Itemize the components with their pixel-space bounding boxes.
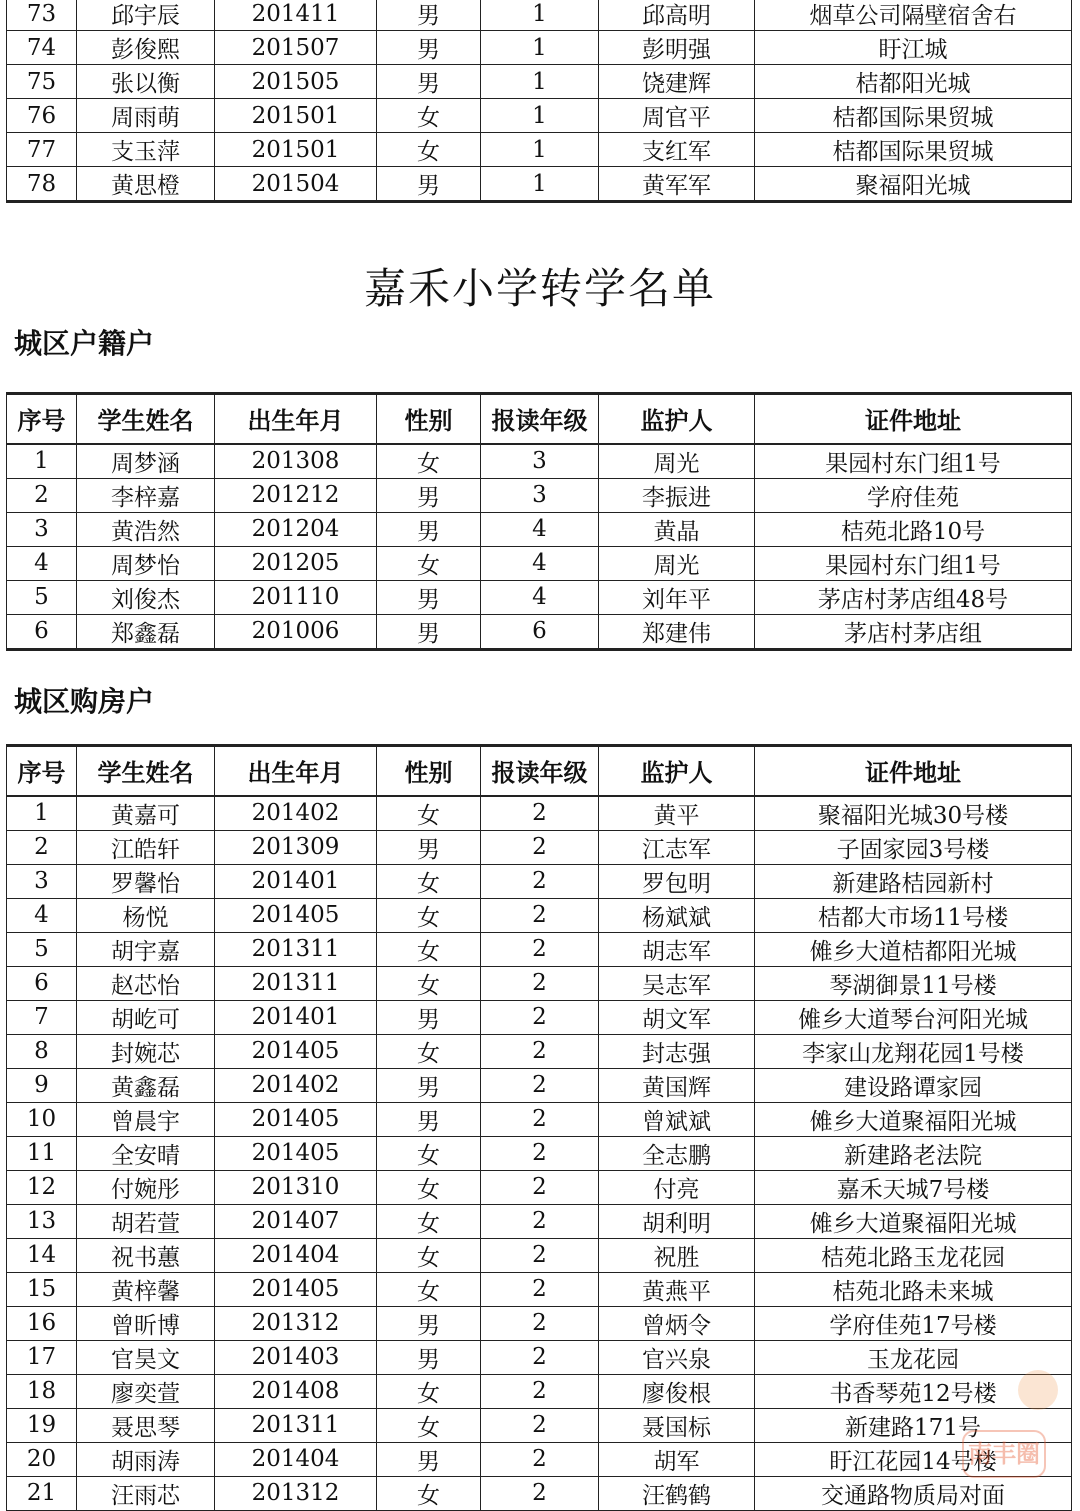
table-row <box>7 99 1072 133</box>
cell-student-name: 封婉芯 <box>77 1034 215 1068</box>
cell-address: 盱江城 <box>755 31 1072 65</box>
cell-guardian: 全志鹏 <box>599 1136 755 1170</box>
cell-guardian: 胡志军 <box>599 932 755 966</box>
cell-student-name: 刘俊杰 <box>77 580 215 614</box>
cell-address: 书香琴苑12号楼 <box>755 1374 1072 1408</box>
cell-address: 聚福阳光城 <box>755 167 1072 202</box>
cell-birth: 201404 <box>215 1442 377 1476</box>
cell-student-name: 黄嘉可 <box>77 796 215 831</box>
table-row <box>7 1000 1072 1034</box>
cell-address: 聚福阳光城30号楼 <box>755 796 1072 831</box>
cell-birth: 201212 <box>215 478 377 512</box>
cell-address: 傩乡大道聚福阳光城 <box>755 1204 1072 1238</box>
cell-guardian: 黄平 <box>599 796 755 831</box>
table-row <box>7 1170 1072 1204</box>
cell-guardian: 黄晶 <box>599 512 755 546</box>
cell-student-name: 廖奕萱 <box>77 1374 215 1408</box>
cell-guardian: 胡利明 <box>599 1204 755 1238</box>
cell-address: 桔苑北路10号 <box>755 512 1072 546</box>
cell-birth: 201312 <box>215 1476 377 1510</box>
cell-address: 傩乡大道桔都阳光城 <box>755 932 1072 966</box>
cell-guardian: 官兴泉 <box>599 1340 755 1374</box>
cell-guardian: 刘年平 <box>599 580 755 614</box>
column-header: 出生年月 <box>215 746 377 796</box>
cell-address: 果园村东门组1号 <box>755 546 1072 580</box>
cell-address: 学府佳苑 <box>755 478 1072 512</box>
cell-student-name: 杨悦 <box>77 898 215 932</box>
cell-address: 琴湖御景11号楼 <box>755 966 1072 1000</box>
cell-birth: 201411 <box>215 0 377 31</box>
cell-gender: 女 <box>377 898 481 932</box>
cell-index: 6 <box>7 614 77 649</box>
cell-address: 玉龙花园 <box>755 1340 1072 1374</box>
cell-grade: 2 <box>481 1204 599 1238</box>
cell-address: 李家山龙翔花园1号楼 <box>755 1034 1072 1068</box>
cell-grade: 2 <box>481 1306 599 1340</box>
table-row <box>7 1340 1072 1374</box>
section-heading-urban-hukou: 城区户籍户 <box>14 327 155 360</box>
column-header: 性别 <box>377 394 481 444</box>
cell-birth: 201312 <box>215 1306 377 1340</box>
cell-guardian: 黄军军 <box>599 167 755 202</box>
column-header: 监护人 <box>599 746 755 796</box>
table-row <box>7 898 1072 932</box>
watermark-logo-icon <box>1018 1370 1058 1410</box>
table-row <box>7 614 1072 649</box>
cell-address: 桔苑北路未来城 <box>755 1272 1072 1306</box>
cell-gender: 女 <box>377 1170 481 1204</box>
cell-grade: 2 <box>481 796 599 831</box>
cell-index: 78 <box>7 167 77 202</box>
cell-birth: 201405 <box>215 1102 377 1136</box>
cell-gender: 女 <box>377 1408 481 1442</box>
table-row <box>7 932 1072 966</box>
cell-birth: 201405 <box>215 898 377 932</box>
cell-guardian: 付亮 <box>599 1170 755 1204</box>
cell-address: 盱江花园14号楼 <box>755 1442 1072 1476</box>
section-heading-home-buyers: 城区购房户 <box>14 685 155 718</box>
cell-student-name: 黄浩然 <box>77 512 215 546</box>
cell-guardian: 吴志军 <box>599 966 755 1000</box>
cell-gender: 女 <box>377 966 481 1000</box>
cell-gender: 男 <box>377 31 481 65</box>
cell-guardian: 周光 <box>599 444 755 479</box>
cell-birth: 201309 <box>215 830 377 864</box>
cell-index: 5 <box>7 932 77 966</box>
cell-grade: 2 <box>481 966 599 1000</box>
column-header: 报读年级 <box>481 394 599 444</box>
cell-grade: 2 <box>481 1170 599 1204</box>
previous-page-table <box>6 0 1072 203</box>
cell-index: 14 <box>7 1238 77 1272</box>
watermark: 南丰圈 <box>962 1430 1046 1478</box>
cell-guardian: 曾炳令 <box>599 1306 755 1340</box>
cell-grade: 3 <box>481 478 599 512</box>
cell-grade: 1 <box>481 167 599 202</box>
cell-guardian: 邱高明 <box>599 0 755 31</box>
table-row <box>7 580 1072 614</box>
cell-birth: 201311 <box>215 932 377 966</box>
cell-birth: 201402 <box>215 796 377 831</box>
cell-index: 77 <box>7 133 77 167</box>
cell-grade: 1 <box>481 133 599 167</box>
cell-guardian: 支红军 <box>599 133 755 167</box>
table-row <box>7 546 1072 580</box>
table-row <box>7 1102 1072 1136</box>
cell-guardian: 黄国辉 <box>599 1068 755 1102</box>
cell-student-name: 罗馨怡 <box>77 864 215 898</box>
cell-gender: 女 <box>377 133 481 167</box>
cell-grade: 2 <box>481 932 599 966</box>
cell-index: 20 <box>7 1442 77 1476</box>
table-row <box>7 444 1072 479</box>
table-row <box>7 1306 1072 1340</box>
cell-student-name: 胡若萱 <box>77 1204 215 1238</box>
cell-index: 7 <box>7 1000 77 1034</box>
table-row <box>7 0 1072 31</box>
cell-birth: 201311 <box>215 966 377 1000</box>
cell-guardian: 黄燕平 <box>599 1272 755 1306</box>
cell-student-name: 周梦怡 <box>77 546 215 580</box>
cell-gender: 女 <box>377 99 481 133</box>
cell-student-name: 胡宇嘉 <box>77 932 215 966</box>
cell-gender: 男 <box>377 478 481 512</box>
cell-address: 学府佳苑17号楼 <box>755 1306 1072 1340</box>
column-header: 序号 <box>7 746 77 796</box>
column-header: 监护人 <box>599 394 755 444</box>
cell-gender: 女 <box>377 444 481 479</box>
cell-index: 6 <box>7 966 77 1000</box>
cell-guardian: 汪鹤鹤 <box>599 1476 755 1510</box>
cell-birth: 201408 <box>215 1374 377 1408</box>
cell-student-name: 郑鑫磊 <box>77 614 215 649</box>
cell-grade: 2 <box>481 864 599 898</box>
column-header: 证件地址 <box>755 394 1072 444</box>
cell-address: 桔都阳光城 <box>755 65 1072 99</box>
cell-gender: 男 <box>377 580 481 614</box>
cell-grade: 2 <box>481 1374 599 1408</box>
column-header: 性别 <box>377 746 481 796</box>
cell-student-name: 祝书蕙 <box>77 1238 215 1272</box>
table-row <box>7 167 1072 202</box>
cell-gender: 女 <box>377 796 481 831</box>
cell-gender: 女 <box>377 1238 481 1272</box>
cell-guardian: 祝胜 <box>599 1238 755 1272</box>
cell-gender: 女 <box>377 1204 481 1238</box>
cell-grade: 2 <box>481 898 599 932</box>
cell-gender: 女 <box>377 864 481 898</box>
cell-grade: 2 <box>481 1238 599 1272</box>
table-row <box>7 1238 1072 1272</box>
cell-guardian: 周官平 <box>599 99 755 133</box>
cell-student-name: 邱宇辰 <box>77 0 215 31</box>
cell-student-name: 支玉萍 <box>77 133 215 167</box>
cell-birth: 201205 <box>215 546 377 580</box>
cell-grade: 1 <box>481 31 599 65</box>
cell-birth: 201404 <box>215 1238 377 1272</box>
cell-gender: 男 <box>377 614 481 649</box>
cell-grade: 1 <box>481 99 599 133</box>
home-buyers-table <box>6 744 1072 1511</box>
cell-gender: 男 <box>377 1102 481 1136</box>
cell-address: 新建路老法院 <box>755 1136 1072 1170</box>
cell-grade: 2 <box>481 1136 599 1170</box>
cell-birth: 201504 <box>215 167 377 202</box>
column-header: 学生姓名 <box>77 746 215 796</box>
table-row <box>7 133 1072 167</box>
cell-index: 11 <box>7 1136 77 1170</box>
cell-index: 3 <box>7 864 77 898</box>
cell-index: 13 <box>7 1204 77 1238</box>
cell-index: 8 <box>7 1034 77 1068</box>
cell-index: 3 <box>7 512 77 546</box>
table-row <box>7 1408 1072 1442</box>
cell-student-name: 张以衡 <box>77 65 215 99</box>
table-row <box>7 1476 1072 1510</box>
cell-grade: 2 <box>481 1340 599 1374</box>
cell-gender: 女 <box>377 1476 481 1510</box>
cell-birth: 201401 <box>215 1000 377 1034</box>
table-row <box>7 796 1072 831</box>
cell-address: 傩乡大道聚福阳光城 <box>755 1102 1072 1136</box>
cell-student-name: 黄梓馨 <box>77 1272 215 1306</box>
cell-gender: 男 <box>377 512 481 546</box>
table-row <box>7 864 1072 898</box>
cell-birth: 201407 <box>215 1204 377 1238</box>
cell-grade: 2 <box>481 1034 599 1068</box>
cell-index: 19 <box>7 1408 77 1442</box>
cell-student-name: 彭俊熙 <box>77 31 215 65</box>
cell-gender: 男 <box>377 1340 481 1374</box>
cell-gender: 男 <box>377 1306 481 1340</box>
cell-gender: 女 <box>377 932 481 966</box>
cell-gender: 男 <box>377 830 481 864</box>
cell-index: 5 <box>7 580 77 614</box>
cell-address: 傩乡大道琴台河阳光城 <box>755 1000 1072 1034</box>
cell-guardian: 周光 <box>599 546 755 580</box>
cell-birth: 201310 <box>215 1170 377 1204</box>
cell-grade: 3 <box>481 444 599 479</box>
cell-index: 74 <box>7 31 77 65</box>
cell-grade: 1 <box>481 0 599 31</box>
cell-address: 桔苑北路玉龙花园 <box>755 1238 1072 1272</box>
cell-index: 1 <box>7 796 77 831</box>
table-row <box>7 830 1072 864</box>
cell-birth: 201507 <box>215 31 377 65</box>
cell-birth: 201204 <box>215 512 377 546</box>
cell-student-name: 江皓轩 <box>77 830 215 864</box>
cell-index: 1 <box>7 444 77 479</box>
cell-student-name: 胡屹可 <box>77 1000 215 1034</box>
cell-index: 4 <box>7 898 77 932</box>
table-row <box>7 1272 1072 1306</box>
cell-student-name: 汪雨芯 <box>77 1476 215 1510</box>
cell-birth: 201403 <box>215 1340 377 1374</box>
cell-index: 2 <box>7 478 77 512</box>
cell-address: 桔都大市场11号楼 <box>755 898 1072 932</box>
cell-gender: 男 <box>377 1000 481 1034</box>
cell-index: 10 <box>7 1102 77 1136</box>
cell-birth: 201402 <box>215 1068 377 1102</box>
cell-birth: 201501 <box>215 133 377 167</box>
cell-address: 桔都国际果贸城 <box>755 133 1072 167</box>
table-row <box>7 1442 1072 1476</box>
table-row <box>7 478 1072 512</box>
cell-birth: 201501 <box>215 99 377 133</box>
cell-birth: 201405 <box>215 1034 377 1068</box>
cell-grade: 4 <box>481 580 599 614</box>
cell-grade: 2 <box>481 1000 599 1034</box>
cell-student-name: 李梓嘉 <box>77 478 215 512</box>
cell-guardian: 郑建伟 <box>599 614 755 649</box>
table-row <box>7 65 1072 99</box>
table-row <box>7 512 1072 546</box>
cell-address: 建设路谭家园 <box>755 1068 1072 1102</box>
cell-address: 新建路桔园新村 <box>755 864 1072 898</box>
cell-student-name: 聂思琴 <box>77 1408 215 1442</box>
cell-gender: 女 <box>377 546 481 580</box>
cell-student-name: 胡雨涛 <box>77 1442 215 1476</box>
cell-birth: 201405 <box>215 1136 377 1170</box>
cell-grade: 2 <box>481 1272 599 1306</box>
cell-birth: 201006 <box>215 614 377 649</box>
cell-student-name: 周梦涵 <box>77 444 215 479</box>
cell-birth: 201401 <box>215 864 377 898</box>
cell-student-name: 全安晴 <box>77 1136 215 1170</box>
cell-gender: 女 <box>377 1034 481 1068</box>
cell-birth: 201505 <box>215 65 377 99</box>
cell-index: 73 <box>7 0 77 31</box>
cell-index: 15 <box>7 1272 77 1306</box>
cell-grade: 2 <box>481 1442 599 1476</box>
cell-index: 4 <box>7 546 77 580</box>
cell-gender: 女 <box>377 1374 481 1408</box>
table-row <box>7 1136 1072 1170</box>
cell-guardian: 彭明强 <box>599 31 755 65</box>
cell-guardian: 杨斌斌 <box>599 898 755 932</box>
cell-guardian: 胡文军 <box>599 1000 755 1034</box>
column-header: 序号 <box>7 394 77 444</box>
cell-index: 12 <box>7 1170 77 1204</box>
cell-address: 烟草公司隔壁宿舍右 <box>755 0 1072 31</box>
column-header: 出生年月 <box>215 394 377 444</box>
document-title: 嘉禾小学转学名单 <box>363 264 716 313</box>
table-row <box>7 1374 1072 1408</box>
cell-student-name: 黄思橙 <box>77 167 215 202</box>
cell-index: 76 <box>7 99 77 133</box>
cell-address: 交通路物质局对面 <box>755 1476 1072 1510</box>
cell-address: 嘉禾天城7号楼 <box>755 1170 1072 1204</box>
cell-guardian: 江志军 <box>599 830 755 864</box>
column-header: 证件地址 <box>755 746 1072 796</box>
cell-address: 茅店村茅店组48号 <box>755 580 1072 614</box>
table-row <box>7 1034 1072 1068</box>
table-row <box>7 966 1072 1000</box>
cell-guardian: 罗包明 <box>599 864 755 898</box>
cell-birth: 201311 <box>215 1408 377 1442</box>
cell-grade: 2 <box>481 1476 599 1510</box>
cell-guardian: 廖俊根 <box>599 1374 755 1408</box>
cell-guardian: 胡军 <box>599 1442 755 1476</box>
cell-gender: 男 <box>377 167 481 202</box>
cell-index: 18 <box>7 1374 77 1408</box>
cell-gender: 男 <box>377 0 481 31</box>
cell-gender: 男 <box>377 1442 481 1476</box>
cell-address: 新建路171号 <box>755 1408 1072 1442</box>
cell-student-name: 周雨萌 <box>77 99 215 133</box>
cell-guardian: 饶建辉 <box>599 65 755 99</box>
cell-address: 子固家园3号楼 <box>755 830 1072 864</box>
cell-student-name: 官昊文 <box>77 1340 215 1374</box>
cell-gender: 女 <box>377 1136 481 1170</box>
cell-address: 茅店村茅店组 <box>755 614 1072 649</box>
cell-student-name: 赵芯怡 <box>77 966 215 1000</box>
cell-birth: 201405 <box>215 1272 377 1306</box>
cell-grade: 4 <box>481 546 599 580</box>
cell-birth: 201110 <box>215 580 377 614</box>
cell-address: 果园村东门组1号 <box>755 444 1072 479</box>
cell-index: 16 <box>7 1306 77 1340</box>
cell-gender: 男 <box>377 1068 481 1102</box>
cell-gender: 男 <box>377 65 481 99</box>
cell-guardian: 聂国标 <box>599 1408 755 1442</box>
column-header: 报读年级 <box>481 746 599 796</box>
cell-student-name: 付婉彤 <box>77 1170 215 1204</box>
cell-guardian: 曾斌斌 <box>599 1102 755 1136</box>
cell-grade: 2 <box>481 830 599 864</box>
cell-index: 2 <box>7 830 77 864</box>
cell-index: 75 <box>7 65 77 99</box>
cell-student-name: 黄鑫磊 <box>77 1068 215 1102</box>
table-row <box>7 31 1072 65</box>
column-header: 学生姓名 <box>77 394 215 444</box>
cell-index: 9 <box>7 1068 77 1102</box>
cell-index: 17 <box>7 1340 77 1374</box>
cell-guardian: 李振进 <box>599 478 755 512</box>
cell-grade: 2 <box>481 1408 599 1442</box>
cell-birth: 201308 <box>215 444 377 479</box>
table-row <box>7 1204 1072 1238</box>
cell-grade: 4 <box>481 512 599 546</box>
cell-grade: 1 <box>481 65 599 99</box>
urban-hukou-table <box>6 392 1072 651</box>
cell-grade: 2 <box>481 1102 599 1136</box>
cell-guardian: 封志强 <box>599 1034 755 1068</box>
cell-index: 21 <box>7 1476 77 1510</box>
cell-student-name: 曾昕博 <box>77 1306 215 1340</box>
table-row <box>7 1068 1072 1102</box>
cell-student-name: 曾晨宇 <box>77 1102 215 1136</box>
cell-address: 桔都国际果贸城 <box>755 99 1072 133</box>
cell-gender: 女 <box>377 1272 481 1306</box>
cell-grade: 6 <box>481 614 599 649</box>
cell-grade: 2 <box>481 1068 599 1102</box>
